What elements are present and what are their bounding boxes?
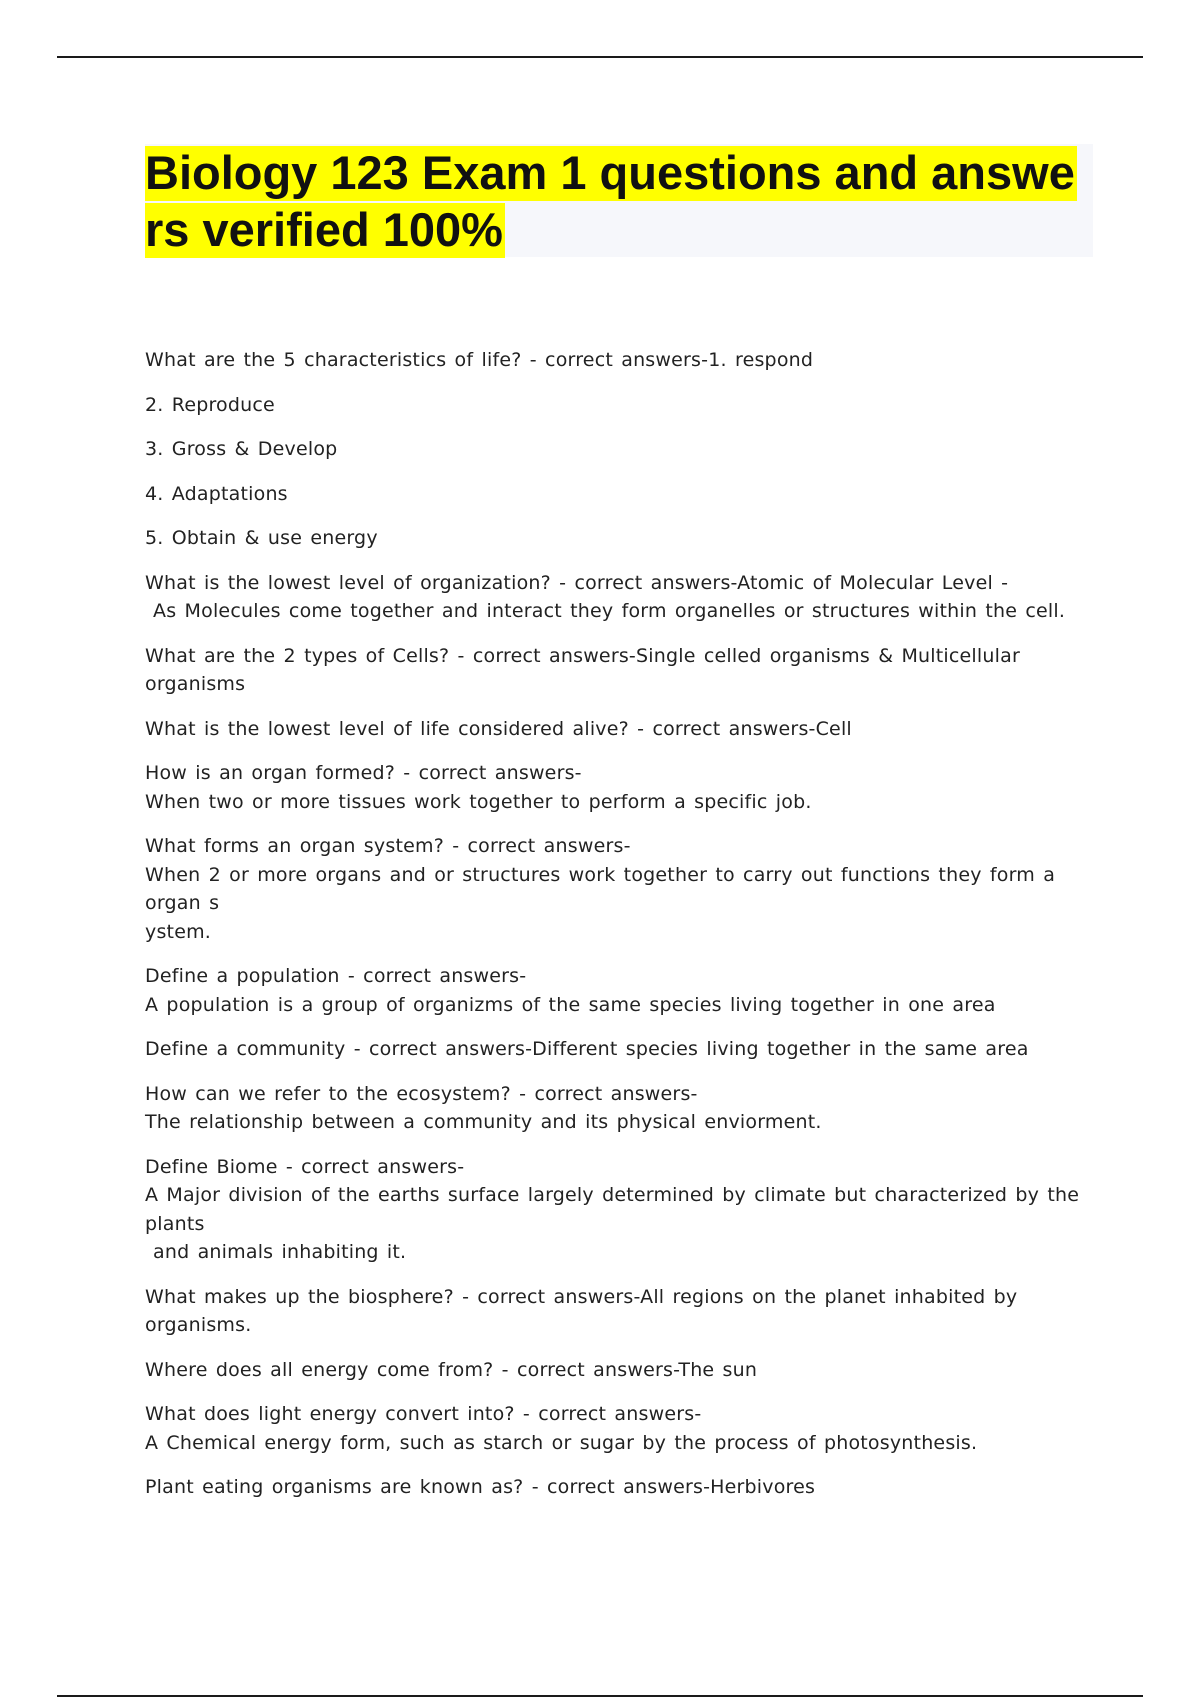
qa-line: A population is a group of organizms of the same species living together in one area: [145, 993, 996, 1016]
qa-line: What does light energy convert into? - correct answers-: [145, 1403, 702, 1425]
qa-item: [145, 1400, 1090, 1457]
qa-list: [145, 346, 1090, 1518]
qa-item: [145, 480, 1090, 509]
qa-item: [145, 1356, 1090, 1385]
qa-line: 5. Obtain & use energy: [145, 527, 378, 549]
qa-line: 4. Adaptations: [145, 482, 288, 505]
qa-line: A Major division of the earths surface largely determined by climate but characterized by the plants: [145, 1184, 1080, 1235]
qa-line: Plant eating organisms are known as? - correct answers-Herbivores: [145, 1476, 816, 1498]
qa-line: 3. Gross & Develop: [145, 438, 338, 460]
qa-line: When two or more tissues work together to perform a specific job.: [145, 790, 812, 813]
qa-line: What is the lowest level of life considered alive? - correct answers-Cell: [145, 717, 852, 740]
qa-line: What makes up the biosphere? - correct answers-All regions on the planet inhabited by organisms.: [145, 1285, 1018, 1336]
qa-line: Where does all energy come from? - correct answers-The sun: [145, 1358, 758, 1381]
qa-line: Define Biome - correct answers-: [145, 1155, 465, 1178]
qa-item: [145, 1283, 1090, 1340]
qa-line: What forms an organ system? - correct answers-: [145, 835, 631, 857]
qa-line: How is an organ formed? - correct answers-: [145, 762, 582, 784]
title-line-1: Biology 123 Exam 1 questions and answe: [145, 146, 1075, 199]
document-title: [145, 144, 1093, 258]
qa-line: and animals inhabiting it.: [153, 1241, 407, 1263]
qa-item: [145, 1473, 1090, 1502]
qa-line: How can we refer to the ecosystem? - correct answers-: [145, 1082, 698, 1105]
qa-item: [145, 1035, 1090, 1064]
qa-line: A Chemical energy form, such as starch or sugar by the process of photosynthesis.: [145, 1431, 978, 1454]
qa-line: Define a community - correct answers-Different species living together in the same area: [145, 1038, 1029, 1060]
qa-item: [145, 435, 1090, 464]
qa-item: [145, 391, 1090, 420]
qa-line: What are the 2 types of Cells? - correct answers-Single celled organisms & Multicellular organisms: [145, 644, 1020, 695]
qa-item: [145, 346, 1090, 375]
qa-item: [145, 569, 1090, 626]
qa-line: As Molecules come together and interact they form organelles or structures within the cell.: [153, 600, 1066, 622]
qa-line: What are the 5 characteristics of life? - correct answers-1. respond: [145, 349, 814, 371]
qa-line: The relationship between a community and its physical enviorment.: [145, 1111, 822, 1133]
qa-item: [145, 715, 1090, 744]
qa-item: [145, 962, 1090, 1019]
qa-item: [145, 1153, 1090, 1267]
qa-item: [145, 832, 1090, 946]
qa-item: [145, 524, 1090, 553]
qa-line: What is the lowest level of organization? - correct answers-Atomic of Molecular Level -: [145, 571, 1009, 594]
qa-item: [145, 1080, 1090, 1137]
qa-line: 2. Reproduce: [145, 393, 275, 416]
qa-item: [145, 759, 1090, 816]
qa-line: When 2 or more organs and or structures work together to carry out functions they form a organ s: [145, 863, 1056, 914]
qa-line: ystem.: [145, 920, 212, 943]
qa-item: [145, 642, 1090, 699]
title-block: [145, 144, 1093, 257]
title-line-2: rs verified 100%: [145, 203, 503, 256]
top-rule: [57, 56, 1143, 58]
qa-line: Define a population - correct answers-: [145, 965, 527, 987]
bottom-rule: [57, 1695, 1143, 1697]
